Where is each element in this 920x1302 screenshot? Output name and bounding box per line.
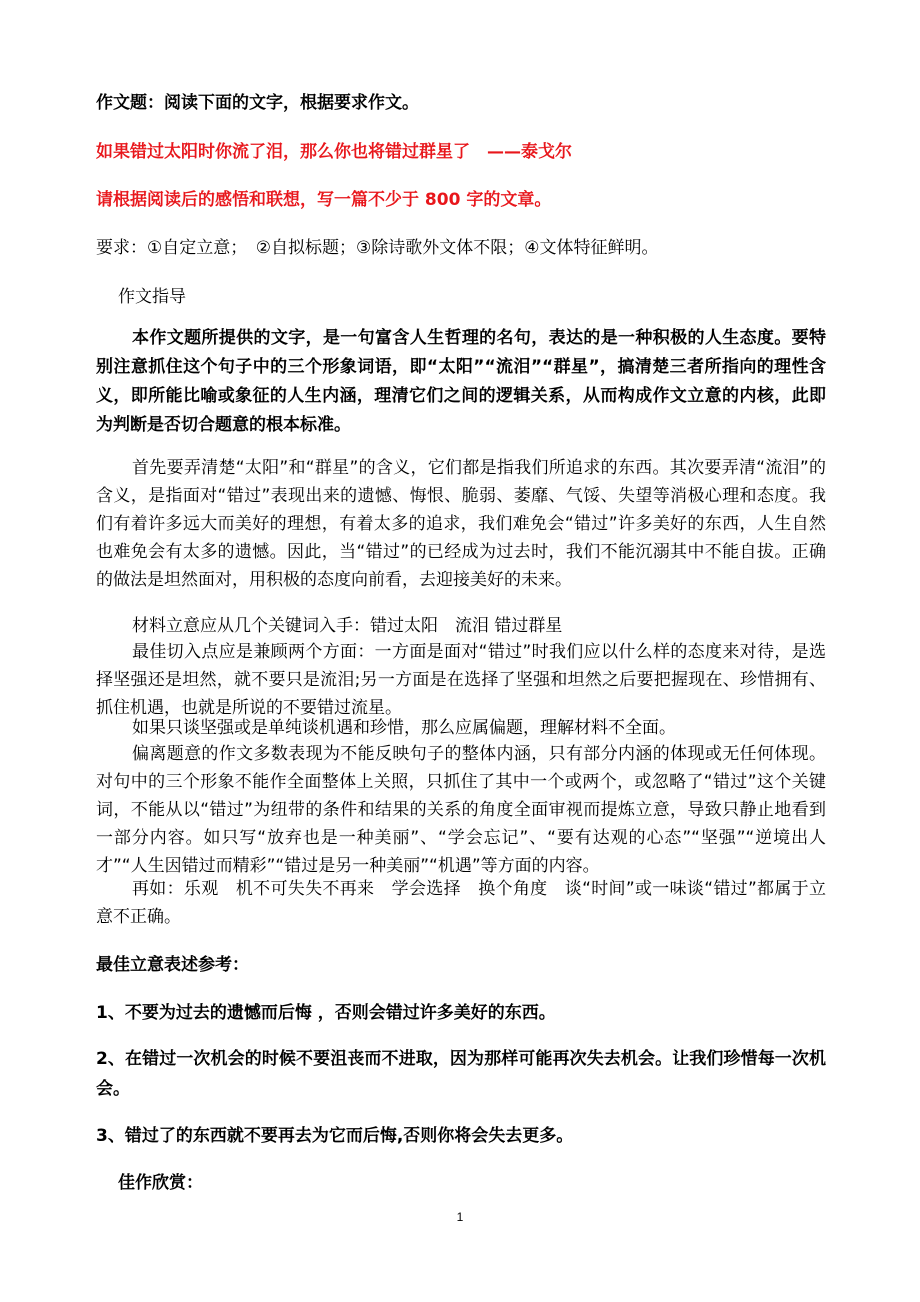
analysis-paragraph-2: 材料立意应从几个关键词入手：错过太阳 流泪 错过群星 <box>132 616 563 636</box>
analysis-paragraph-6: 再如：乐观 机不可失失不再来 学会选择 换个角度 谈“时间”或一味谈“错过”都属于立意不正确。 <box>96 879 826 927</box>
analysis-paragraph-1: 首先要弄清楚“太阳”和“群星”的含义，它们都是指我们所追求的东西。其次要弄清“流泪”的含义，是指面对“错过”表现出来的遗憾、悔恨、脆弱、萎靡、气馁、失望等消极心理和态度。我们有着许多远大而美好的理想，有着太多的追求，我们难免会“错过”许多美好的东西，人生自然也难免会有太多的遗憾。因此，当“错过”的已经成为过去时，我们不能沉溺其中不能自拔。正确的做法是坦然面对，用积极的态度向前看，去迎接美好的未来。 <box>96 458 826 590</box>
best-point-3: 3、错过了的东西就不要再去为它而后悔,否则你将会失去更多。 <box>96 1126 574 1146</box>
best-heading: 最佳立意表述参考： <box>96 955 249 975</box>
quote-line: 如果错过太阳时你流了泪，那么你也将错过群星了 ——泰戈尔 <box>96 142 572 162</box>
prompt-line: 请根据阅读后的感悟和联想，写一篇不少于 800 字的文章。 <box>96 190 552 210</box>
best-point-2: 2、在错过一次机会的时候不要沮丧而不进取，因为那样可能再次失去机会。让我们珍惜每一次机会。 <box>96 1049 826 1099</box>
guide-heading: 作文指导 <box>118 287 186 307</box>
best-point-1: 1、不要为过去的遗憾而后悔 ，否则会错过许多美好的东西。 <box>96 1003 556 1023</box>
analysis-paragraph-3: 最佳切入点应是兼顾两个方面：一方面是面对“错过”时我们应以什么样的态度来对待，是选择坚强还是坦然，就不要只是流泪;另一方面是在选择了坚强和坦然之后要把握现在、珍惜拥有、抓住机遇，也就是所说的不要错过流星。 <box>96 642 826 718</box>
analysis-paragraph-4: 如果只谈坚强或是单纯谈机遇和珍惜，那么应属偏题，理解材料不全面。 <box>132 718 676 738</box>
page-number: 1 <box>456 1210 464 1224</box>
essay-title: 作文题：阅读下面的文字，根据要求作文。 <box>96 93 419 113</box>
requirements-line: 要求：①自定立意； ②自拟标题；③除诗歌外文体不限；④文体特征鲜明。 <box>96 238 659 258</box>
appreciation-heading: 佳作欣赏： <box>118 1173 203 1193</box>
guide-intro-paragraph: 本作文题所提供的文字，是一句富含人生哲理的名句，表达的是一种积极的人生态度。要特别注意抓住这个句子中的三个形象词语，即“太阳”“流泪”“群星”，搞清楚三者所指向的理性含义，即所能比喻或象征的人生内涵，理清它们之间的逻辑关系，从而构成作文立意的内核，此即为判断是否切合题意的根本标准。 <box>96 328 826 435</box>
analysis-paragraph-5: 偏离题意的作文多数表现为不能反映句子的整体内涵，只有部分内涵的体现或无任何体现。对句中的三个形象不能作全面整体上关照，只抓住了其中一个或两个，或忽略了“错过”这个关键词，不能从以“错过”为纽带的条件和结果的关系的角度全面审视而提炼立意，导致只静止地看到一部分内容。如只写“放弃也是一种美丽”、“学会忘记”、“要有达观的心态”“坚强”“逆境出人才”“人生因错过而精彩”“错过是另一种美丽”“机遇”等方面的内容。 <box>96 744 826 876</box>
